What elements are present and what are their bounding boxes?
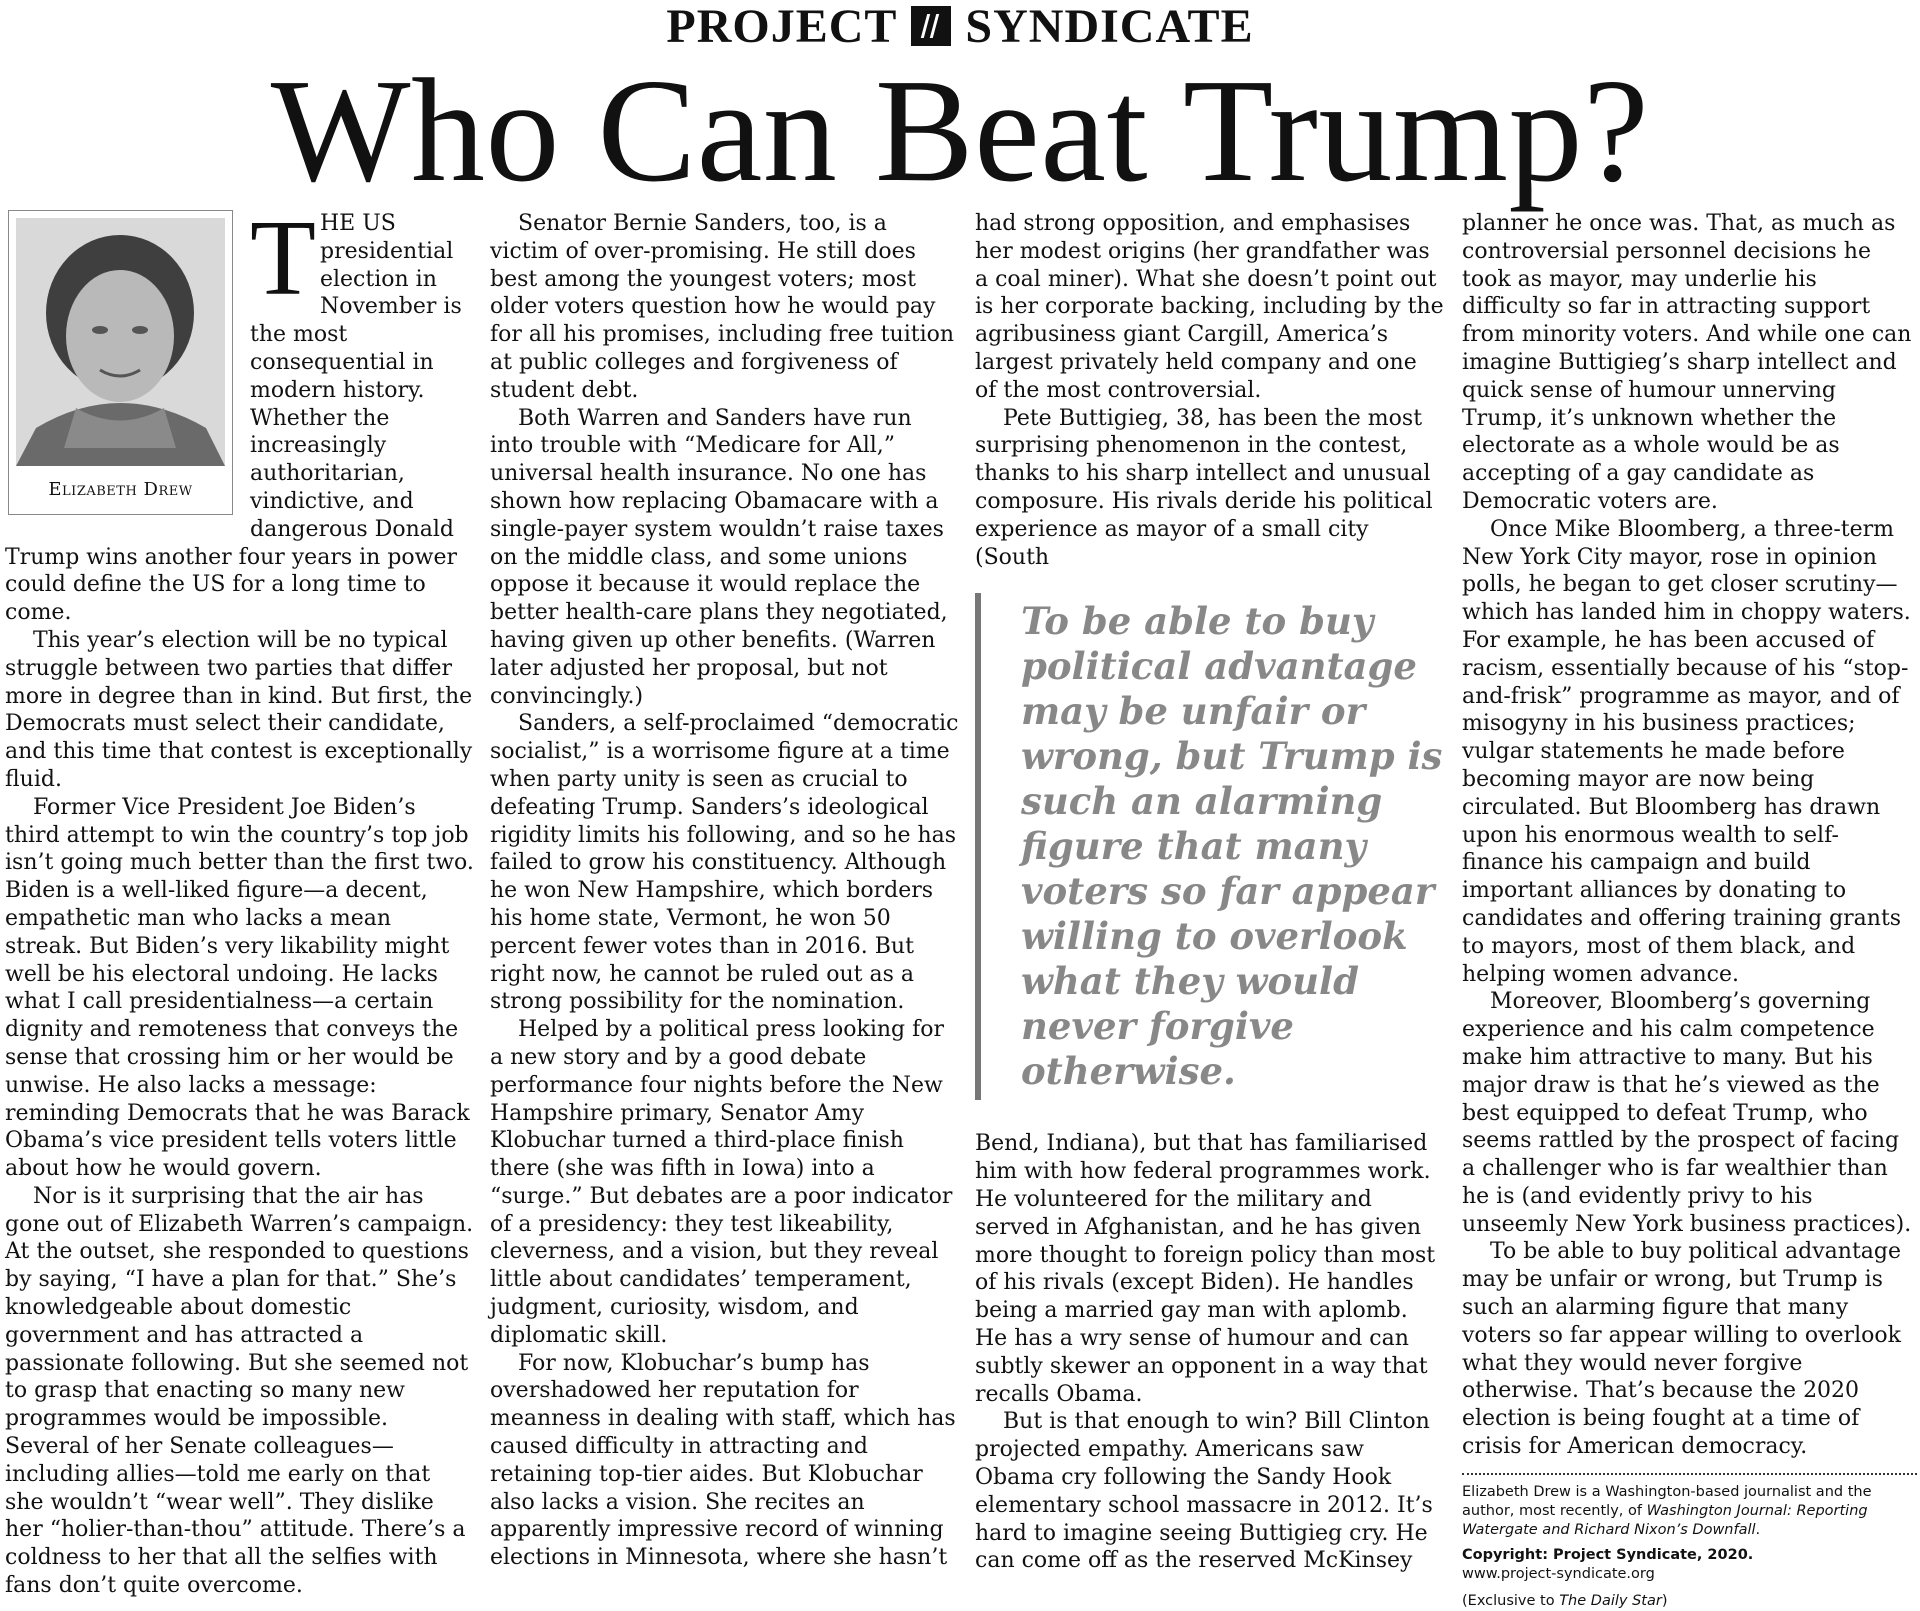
masthead-left: PROJECT [666, 0, 898, 53]
exclusive-note [1462, 1592, 1917, 1611]
paragraph: Both Warren and Sanders have run into trouble with “Medicare for All,” universal health insurance. No one has shown how replacing Obamacare with a single-payer system wouldn’t raise taxes on the middle class, and some unions oppose it because it would replace the better health-care plans they negotiated, having given up other benefits. (Warren later adjusted her proposal, but not convincingly.) [490, 405, 948, 709]
author-bio [1462, 1483, 1917, 1611]
exclusive-open: (Exclusive to [1462, 1592, 1555, 1609]
syndicate-logo-icon [911, 6, 951, 46]
paragraph: Moreover, Bloomberg’s governing experience and his calm competence make him attractive to many. But his major draw is that he’s viewed as the best equipped to defeat Trump, who seems rattled by the prospect of facing a challenger who is far wealthier than he is (and evidently privy to his unseemly New York business practices). [1462, 989, 1912, 1237]
bio-end: . [1755, 1521, 1761, 1538]
paragraph: Bend, Indiana), but that has familiarised him with how federal programmes work. He volunteered for the military and served in Afghanistan, and he has given more thought to foreign policy than most of his rivals (except Biden). He handles being a married gay man with aplomb. He has a wry sense of humour and can subtly skewer an opponent in a way that recalls Obama. [975, 1131, 1436, 1407]
author-photo [8, 210, 233, 515]
paragraph: had strong opposition, and emphasises her modest origins (her grandfather was a coal miner). What she doesn’t point out is her corporate backing, including by the agribusiness giant Cargill, America’s largest privately held company and one of the most controversial. [975, 211, 1444, 403]
copyright-line: Copyright: Project Syndicate, 2020. [1462, 1546, 1754, 1563]
column-3 [975, 210, 1445, 1574]
paragraph: Once Mike Bloomberg, a three-term New York City mayor, rose in opinion polls, he began to get closer scrutiny—which has landed him in choppy waters. For example, he has been accused of racism, essentially because of his “stop-and-frisk” programme as mayor, and of misogyny in his business practices; vulgar statements he made before becoming mayor are now being circulated. But Bloomberg has drawn upon his enormous wealth to self-finance his campaign and build important alliances by donating to candidates and offering training grants to mayors, most of them black, and helping women advance. [1462, 516, 1911, 987]
paragraph: planner he once was. That, as much as controversial personnel decisions he took as mayor, may underlie his difficulty so far in attracting support from minority voters. And while one can imagine Buttigieg’s sharp intellect and quick sense of humour unnerving Trump, it’s unknown whether the electorate as a whole would be as accepting of a gay candidate as Democratic voters are. [1462, 211, 1912, 514]
paragraph: Former Vice President Joe Biden’s third attempt to win the country’s top job isn’t going much better than the first two. Biden is a well-liked figure—a decent, empathetic man who lacks a mean streak. But Biden’s very likability might well be his electoral undoing. He lacks what I call presidentialness—a certain dignity and remoteness that conveys the sense that crossing him or her would be unwise. He also lacks a message: reminding Democrats that he was Barack Obama’s vice president tells voters little about how he would govern. [5, 794, 474, 1182]
paragraph: Senator Bernie Sanders, too, is a victim of over-promising. He still does best among the youngest voters; most older voters question how he would pay for all his promises, including free tuition at public colleges and forgiveness of student debt. [490, 211, 955, 403]
headline: Who Can Beat Trump? [270, 49, 1650, 213]
drop-cap: T [250, 199, 316, 318]
bio-book-title: Washington Journal: Reporting Watergate and Richard Nixon’s Downfall [1462, 1502, 1868, 1538]
paragraph: HE US presidential election in November is the most consequential in modern history. Whether the increasingly authoritarian, vindictive, and dangerous Donald Trump wins another four years in power could define the US for a long time to come. [5, 211, 462, 626]
author-byline: Elizabeth Drew [48, 479, 193, 501]
dotted-divider [1462, 1473, 1917, 1475]
website-url: www.project-syndicate.org [1462, 1565, 1655, 1582]
pull-quote: To be able to buy political advantage may be unfair or wrong, but Trump is such an alarming figure that many voters so far appear willing to overlook what they would never forgive otherwise. [975, 593, 1445, 1100]
paragraph: But is that enough to win? Bill Clinton projected empathy. Americans saw Obama cry following the Sandy Hook elementary school massacre in 2012. It’s hard to imagine seeing Buttigieg cry. He can come off as the reserved McKinsey [975, 1409, 1433, 1574]
column-2 [490, 210, 960, 1571]
paragraph: Helped by a political press looking for a new story and by a good debate performance four nights before the New Hampshire primary, Senator Amy Klobuchar turned a third-place finish there (she was fifth in Iowa) into a “surge.” But debates are a poor indicator of a presidency: they test likeability, cleverness, and a vision, but they reveal little about candidates’ temperament, judgment, curiosity, wisdom, and diplomatic skill. [490, 1017, 953, 1348]
masthead-right: SYNDICATE [965, 0, 1254, 53]
paragraph: Nor is it surprising that the air has gone out of Elizabeth Warren’s campaign. At the outset, she responded to questions by saying, “I have a plan for that.” She’s knowledgeable about domestic government and has attracted a passionate following. But she seemed not to grasp that enacting so many new programmes would be impossible. Several of her Senate colleagues—including allies—told me early on that she wouldn’t “wear well”. They dislike her “holier-than-thou” attitude. There’s a coldness to her that all the selfies with fans don’t quite overcome. [5, 1183, 474, 1599]
exclusive-paper: The Daily Star [1559, 1592, 1662, 1609]
author-portrait [16, 218, 225, 466]
paragraph: Pete Buttigieg, 38, has been the most surprising phenomenon in the contest, thanks to his sharp intellect and unusual composure. His rivals deride his political experience as mayor of a small city (South [975, 405, 1433, 570]
column-1 [5, 199, 475, 1599]
column-4 [1462, 210, 1917, 1609]
bio-intro: Elizabeth Drew is a Washington-based journalist and the author, most recently, of [1462, 1483, 1872, 1519]
bio-text [1462, 1483, 1917, 1540]
masthead [0, 0, 1920, 52]
paragraph: This year’s election will be no typical struggle between two parties that differ more in degree than in kind. But first, the Democrats must select their candidate, and this time that contest is exceptionally fluid. [5, 627, 473, 792]
paragraph: For now, Klobuchar’s bump has overshadowed her reputation for meanness in dealing with staff, which has caused difficulty in attracting and retaining top-tier aides. But Klobuchar also lacks a vision. She recites an apparently impressive record of winning elections in Minnesota, where she hasn’t [490, 1350, 956, 1571]
exclusive-close: ) [1661, 1592, 1668, 1609]
paragraph: To be able to buy political advantage may be unfair or wrong, but Trump is such an alarming figure that many voters so far appear willing to overlook what they would never forgive otherwise. That’s because the 2020 election is being fought at a time of crisis for American democracy. [1462, 1239, 1902, 1460]
paragraph: Sanders, a self-proclaimed “democratic socialist,” is a worrisome figure at a time when party unity is seen as crucial to defeating Trump. Sanders’s ideological rigidity limits his following, and so he has failed to grow his constituency. Although he won New Hampshire, which borders his home state, Vermont, he won 50 percent fewer votes than in 2016. But right now, he cannot be ruled out as a strong possibility for the nomination. [490, 711, 959, 1015]
